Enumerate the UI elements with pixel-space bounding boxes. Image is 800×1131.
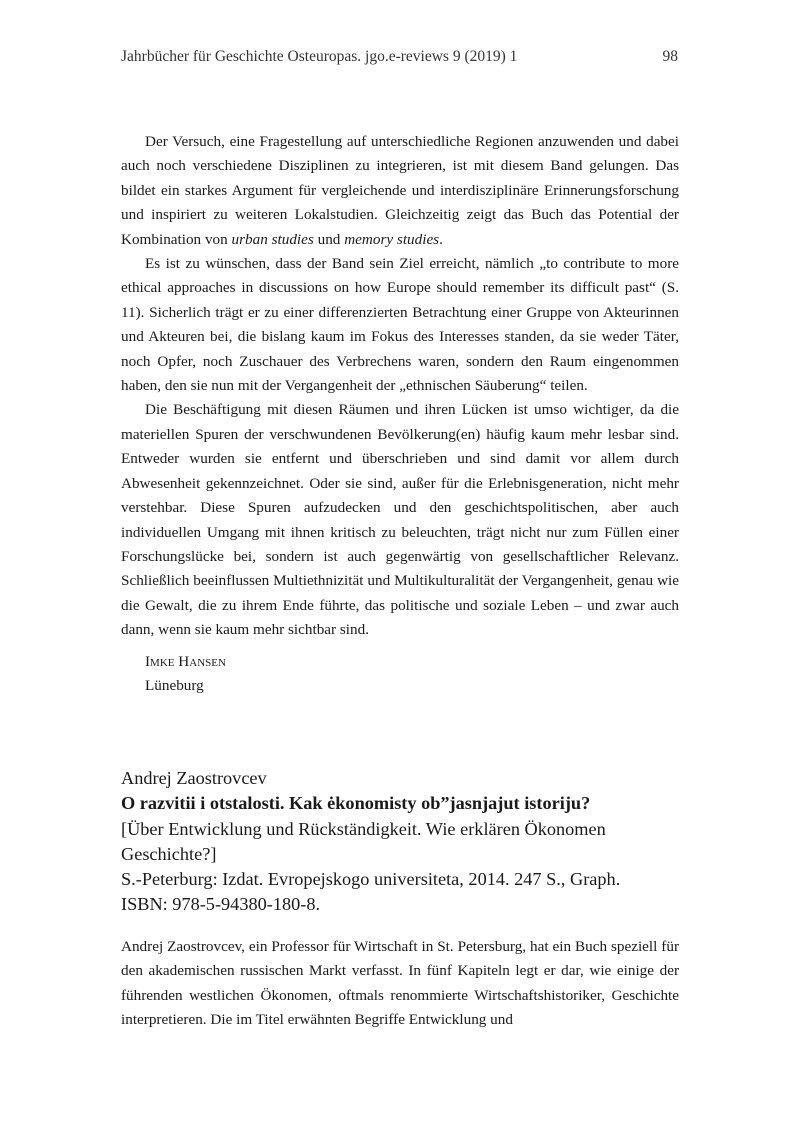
title-translation: [Über Entwicklung und Rückständigkeit. Wie erklären Ökonomen <box>121 818 606 839</box>
review-two-body <box>121 935 679 1033</box>
book-author: Andrej Zaostrovcev <box>121 768 267 788</box>
emphasis-urban-studies: urban studies <box>231 230 314 248</box>
publisher-info: S.-Peterburg: Izdat. Evropejskogo universiteta, 2014. 247 S., Graph. <box>121 869 621 890</box>
emphasis-memory-studies: memory studies <box>344 230 440 248</box>
reviewer-name: Imke Hansen <box>145 653 226 670</box>
page-number: 98 <box>662 48 678 65</box>
running-header <box>121 46 678 68</box>
isbn: ISBN: 978-5-94380-180-8. <box>121 894 321 915</box>
review-two-header <box>121 766 681 918</box>
reviewer-signature <box>145 650 226 699</box>
book-title: O razvitii i otstalosti. Kak ėkonomisty ob”jasnjajut istoriju? <box>121 793 591 814</box>
paragraph: Es ist zu wünschen, dass der Band sein Ziel erreicht, nämlich „to contribute to more ethical approaches in discussions on how Europe should remember its difficult past“ (S. 11). Sicherlich trägt er zu einer differenzierten Betrachtung einer Gruppe von Akteurinnen und Akteuren bei, die bislang kaum im Fokus des Interesses standen, da sie weder Täter, noch Opfer, noch Zuschauer des Verbrechens waren, sondern den Raum eingenommen haben, den sie nun mit der Vergangenheit der „ethnischen Säuberung“ teilen. <box>121 255 679 395</box>
paragraph: Die Beschäftigung mit diesen Räumen und ihren Lücken ist umso wichtiger, da die materiellen Spuren der verschwundenen Bevölkerung(en) häufig kaum mehr lesbar sind. Entweder wurden sie entfernt und überschrieben und sind damit vor allem durch Abwesenheit gekennzeichnet. Oder sie sind, außer für die Erlebnisgeneration, nicht mehr verstehbar. Diese Spuren aufzudecken und den geschichtspolitischen, aber auch individuellen Umgang mit ihnen kritisch zu beleuchten, trägt nicht nur zum Füllen einer Forschungslücke bei, sondern ist auch gegenwärtig von gesellschaftlicher Relevanz. Schließlich beeinflussen Multiethnizität und Multikulturalität der Vergangenheit, genau wie die Gewalt, die zu ihrem Ende führte, das politische und soziale Leben – und zwar auch dann, wenn sie kaum mehr sichtbar sind. <box>121 401 679 639</box>
paragraph-text: Der Versuch, eine Fragestellung auf unterschiedliche Regionen anzuwenden und dabei auch noch verschiedene Disziplinen zu integrieren, ist mit diesem Band gelungen. Das bildet ein starkes Argument für vergleichende und interdisziplinäre Erinnerungsforschung und inspiriert zu weiteren Lokalstudien. Gleichzeitig zeigt das Buch das Potential der Kombination von <box>121 133 679 248</box>
paragraph <box>121 130 679 252</box>
journal-title: Jahrbücher für Geschichte Osteuropas. jgo.e-reviews 9 (2019) 1 <box>121 48 518 65</box>
paragraph-text: und <box>313 230 345 248</box>
title-translation-cont: Geschichte?] <box>121 843 217 864</box>
paragraph-text: . <box>439 230 443 248</box>
review-one-body <box>121 130 679 643</box>
reviewer-place: Lüneburg <box>145 677 204 695</box>
paragraph: Andrej Zaostrovcev, ein Professor für Wirtschaft in St. Petersburg, hat ein Buch speziell für den akademischen russischen Markt verfasst. In fünf Kapiteln legt er dar, wie einige der führenden westlichen Ökonomen, oftmals renommierte Wirtschaftshistoriker, Geschichte interpretieren. Die im Titel erwähnten Begriffe Entwicklung und <box>121 938 679 1029</box>
